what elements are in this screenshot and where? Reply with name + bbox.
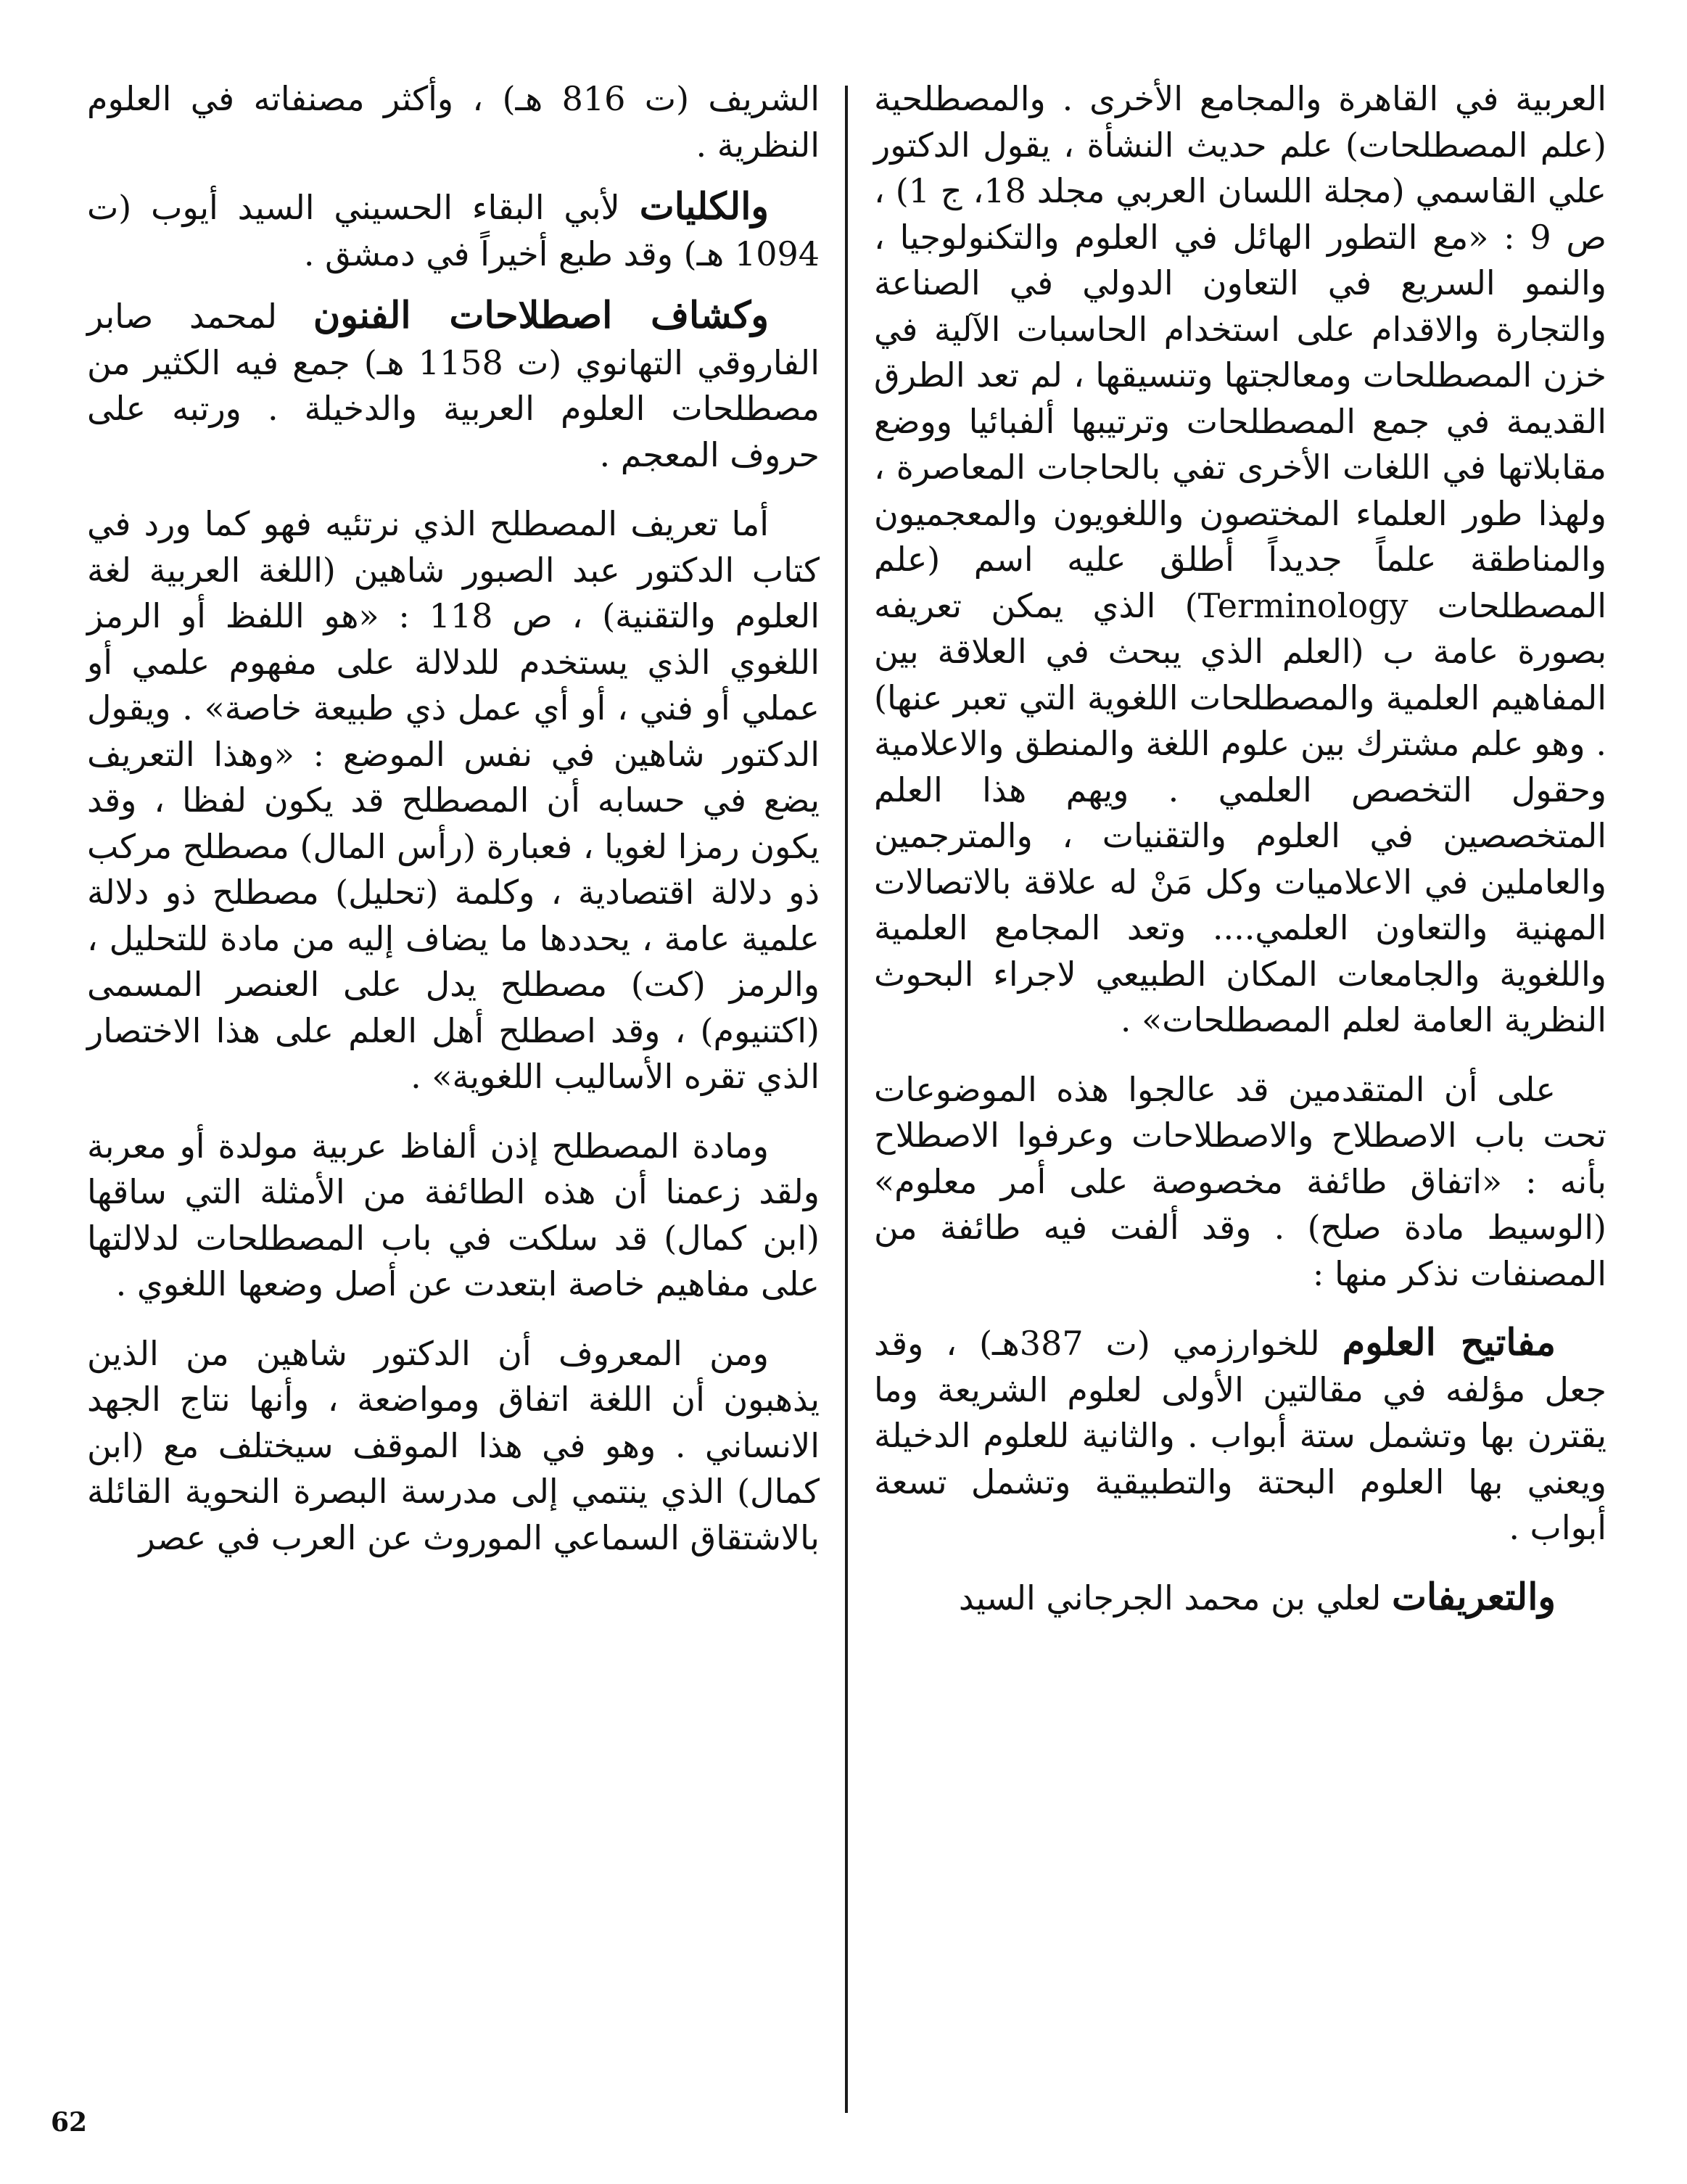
book-title-tarifat: والتعريفات bbox=[1391, 1575, 1556, 1619]
paragraph-al-kulliyat bbox=[87, 184, 820, 277]
column-divider bbox=[845, 86, 848, 2113]
book-desc-tarifat: لعلي بن محمد الجرجاني السيد bbox=[958, 1578, 1382, 1618]
paragraph-term-material: ومادة المصطلح إذن ألفاظ عربية مولدة أو معربة ولقد زعمنا أن هذه الطائفة من الأمثلة التي ساقها (ابن كمال) قد سلكت في باب المصطلحات لدلالتها على مفاهيم خاصة ابتعدت عن أصل وضعها اللغوي . bbox=[87, 1126, 820, 1303]
left-column bbox=[87, 76, 820, 1584]
book-desc-mafatih: للخوارزمي (ت 387هـ) ، وقد جعل مؤلفه في مقالتين الأولى لعلوم الشريعة وما يقترن بها وتشمل ستة أبواب . والثانية للعلوم الدخيلة ويعني بها العلوم البحتة والتطبيقية وتشمل تسعة أبواب . bbox=[874, 1324, 1606, 1547]
paragraph-mafatih-al-ulum bbox=[874, 1320, 1606, 1552]
paragraph-terminology-intro: العربية في القاهرة والمجامع الأخرى . والمصطلحية (علم المصطلحات) علم حديث النشأة ، يقول الدكتور علي القاسمي (مجلة اللسان العربي مجلد 18، ج 1) ، ص 9 : «مع التطور الهائل في العلوم والتكنولوجيا ، والنمو السريع في التعاون الدولي في الصناعة والتجارة والاقدام على استخدام الحاسبات الآلية في خزن المصطلحات ومعالجتها وتنسيقها ، لم تعد الطرق القديمة في جمع المصطلحات وترتيبها ألفبائيا ووضع مقابلاتها في اللغات الأخرى تفي بالحاجات المعاصرة ، ولهذا طور العلماء المختصون واللغويون والمعجميون والمناطقة علماً جديداً أطلق عليه اسم (علم المصطلحات Terminology) الذي يمكن تعريفه بصورة عامة ب (العلم الذي يبحث في العلاقة بين المفاهيم العلمية والمصطلحات اللغوية التي تعبر عنها) . وهو علم مشترك بين علوم اللغة والمنطق والاعلامية وحقول التخصص العلمي . ويهم هذا العلم المتخصصين في العلوم والتقنيات ، والمترجمين والعاملين في الاعلاميات وكل مَنْ له علاقة بالاتصالات المهنية والتعاون العلمي.... وتعد المجامع العلمية واللغوية والجامعات المكان الطبيعي لاجراء البحوث النظرية العامة لعلم المصطلحات» . bbox=[874, 79, 1606, 1039]
book-title-kashshaf: وكشاف اصطلاحات الفنون bbox=[313, 294, 769, 337]
paragraph-kashshaf bbox=[87, 293, 820, 478]
paragraph-shahin-view: ومن المعروف أن الدكتور شاهين من الذين يذهبون أن اللغة اتفاق ومواضعة ، وأنها نتاج الجهد الانساني . وهو في هذا الموقف سيختلف مع (ابن كمال) الذي ينتمي إلى مدرسة البصرة النحوية القائلة بالاشتقاق السماعي الموروث عن العرب في عصر bbox=[87, 1333, 820, 1557]
book-desc-kulliyat: لأبي البقاء الحسيني السيد أيوب (ت 1094 هـ) وقد طبع أخيراً في دمشق . bbox=[87, 188, 820, 273]
paragraph-al-tarifat bbox=[874, 1575, 1606, 1622]
paragraph-istilah-definition: على أن المتقدمين قد عالجوا هذه الموضوعات تحت باب الاصطلاح والاصطلاحات وعرفوا الاصطلاح بأنه : «اتفاق طائفة مخصوصة على أمر معلوم» (الوسيط مادة صلح) . وقد ألفت فيه طائفة من المصنفات نذكر منها : bbox=[874, 1069, 1606, 1293]
right-column bbox=[874, 76, 1606, 1644]
page-number: 62 bbox=[51, 2107, 88, 2138]
paragraph-jurjani-continued: الشريف (ت 816 هـ) ، وأكثر مصنفاته في العلوم النظرية . bbox=[87, 79, 820, 165]
book-title-mafatih: مفاتيح العلوم bbox=[1342, 1321, 1556, 1364]
paragraph-term-definition: أما تعريف المصطلح الذي نرتئيه فهو كما ورد في كتاب الدكتور عبد الصبور شاهين (اللغة العربية لغة العلوم والتقنية) ، ص 118 : «هو اللفظ أو الرمز اللغوي الذي يستخدم للدلالة على مفهوم علمي أو عملي أو فني ، أو أي عمل ذي طبيعة خاصة» . ويقول الدكتور شاهين في نفس الموضع : «وهذا التعريف يضع في حسابه أن المصطلح قد يكون لفظا ، وقد يكون رمزا لغويا ، فعبارة (رأس المال) مصطلح مركب ذو دلالة اقتصادية ، وكلمة (تحليل) مصطلح ذو دلالة علمية عامة ، يحددها ما يضاف إليه من مادة للتحليل ، والرمز (كت) مصطلح يدل على العنصر المسمى (اكتنيوم) ، وقد اصطلح أهل العلم على هذا الاختصار الذي تقره الأساليب اللغوية» . bbox=[87, 504, 820, 1096]
book-title-kulliyat: والكليات bbox=[639, 185, 770, 228]
book-desc-kashshaf: لمحمد صابر الفاروقي التهانوي (ت 1158 هـ) جمع فيه الكثير من مصطلحات العلوم العربية والدخيلة . ورتبه على حروف المعجم . bbox=[87, 297, 820, 474]
